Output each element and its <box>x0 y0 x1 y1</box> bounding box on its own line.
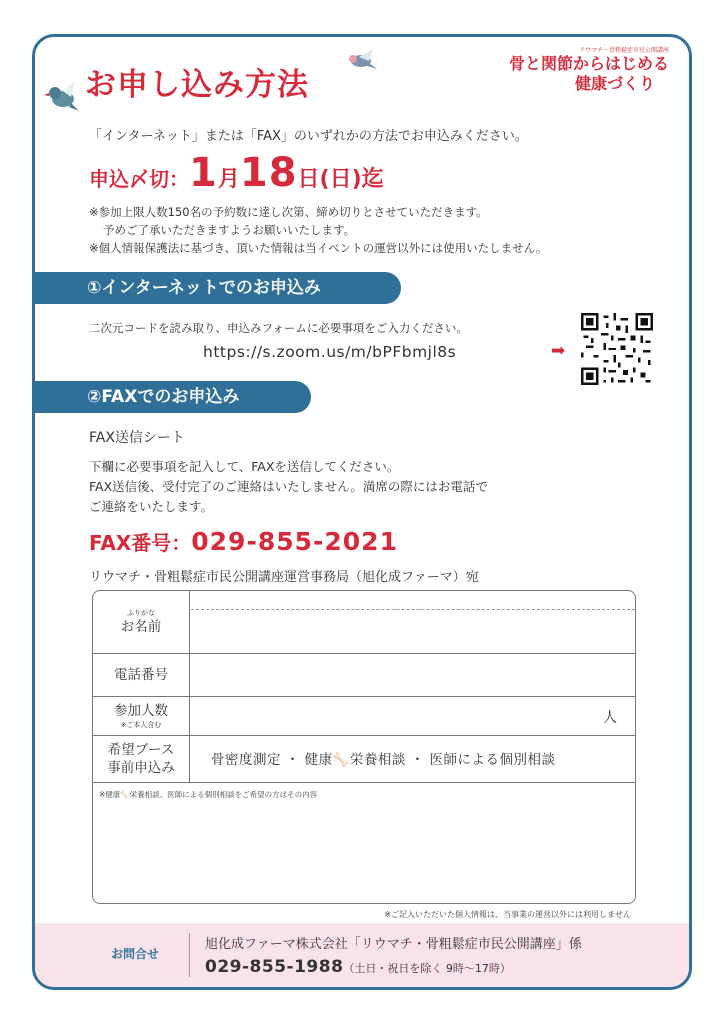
note-privacy: ※個人情報保護法に基づき、頂いた情報は当イベントの運営以外には使用いたしません。 <box>89 241 548 255</box>
contact-phone-block <box>205 957 511 977</box>
booth-options: 骨密度測定 ・ 健康🦴栄養相談 ・ 医師による個別相談 <box>211 752 556 768</box>
form-row-comments[interactable] <box>93 783 635 904</box>
fax-instruction-line: ご連絡をいたします。 <box>89 499 214 514</box>
deadline-label: 申込〆切： <box>89 167 189 191</box>
furigana-divider <box>191 609 635 610</box>
brand-title-line2: 健康づくり <box>574 74 655 93</box>
fax-instruction-line: FAX送信後、受付完了のご連絡はいたしません。満席の際にはお電話で <box>89 479 488 494</box>
fax-number: 029-855-2021 <box>191 527 398 556</box>
application-url[interactable]: https://s.zoom.us/m/bPFbmjl8s <box>203 343 457 361</box>
attendees-label-cell <box>93 697 190 735</box>
note-apology: 予めご了承いただきますようお願いいたします。 <box>103 223 356 237</box>
qr-code[interactable] <box>581 313 653 385</box>
phone-field[interactable] <box>191 654 635 696</box>
attendees-unit: 人 <box>603 710 617 726</box>
booth-label-cell <box>93 736 190 782</box>
bird-illustration-left <box>41 77 81 117</box>
consultation-note: ※健康🦴栄養相談、医師による個別相談をご希望の方はその内容 <box>99 790 318 799</box>
deadline-month: 1 <box>189 150 218 196</box>
deadline-weekday: (日) <box>319 167 362 192</box>
page-frame <box>32 34 692 990</box>
brand-title-line1: 骨と関節からはじめる <box>508 54 669 73</box>
fax-number-block <box>89 527 398 556</box>
deadline-suffix: 迄 <box>361 167 384 192</box>
attendees-field[interactable] <box>191 697 635 735</box>
privacy-note: ※ご記入いただいた個人情報は、当事業の運営以外には利用しません <box>384 910 631 919</box>
form-row-attendees <box>93 697 635 736</box>
deadline <box>89 150 384 196</box>
contact-phone[interactable]: 029-855-1988 <box>205 957 344 977</box>
contact-footer <box>35 923 689 987</box>
deadline-day-unit: 日 <box>297 167 320 192</box>
form-row-phone <box>93 654 635 697</box>
phone-label: 電話番号 <box>114 667 168 683</box>
arrow-right-icon: ➡ <box>551 341 566 361</box>
contact-hours: （土日・祝日を除く 9時～17時） <box>343 962 511 975</box>
fax-instruction-line: 下欄に必要事項を記入して、FAXを送信してください。 <box>89 459 400 474</box>
furigana-label: ふりがな <box>127 609 155 617</box>
attendees-note: ※ご本人含む <box>120 721 162 729</box>
phone-label-cell <box>93 654 190 696</box>
note-capacity: ※参加上限人数150名の予約数に達し次第、締め切りとさせていただきます。 <box>89 205 488 219</box>
event-brand <box>509 45 669 94</box>
bird-illustration-top <box>343 47 379 73</box>
brand-series-name: リウマチ・骨粗鬆症市民公開講座 <box>578 47 669 54</box>
contact-company: 旭化成ファーマ株式会社「リウマチ・骨粗鬆症市民公開講座」係 <box>205 937 582 952</box>
form-row-name <box>93 591 635 654</box>
notes <box>89 203 547 257</box>
fax-form <box>92 590 636 904</box>
fax-number-label: FAX番号： <box>89 531 192 555</box>
booth-options-field[interactable] <box>191 736 635 782</box>
form-row-booth <box>93 736 635 783</box>
internet-section-heading: ①インターネットでのお申込み <box>35 272 401 304</box>
page-title: お申し込み方法 <box>85 67 309 103</box>
deadline-day: 18 <box>239 150 298 196</box>
fax-instructions <box>89 457 488 517</box>
name-label-cell <box>93 591 190 653</box>
footer-divider <box>189 933 190 977</box>
intro-text: 「インターネット」または「FAX」のいずれかの方法でお申込みください。 <box>89 129 528 144</box>
fax-addressee: リウマチ・骨粗鬆症市民公開講座運営事務局（旭化成ファーマ）宛 <box>89 570 479 585</box>
fax-section-heading: ②FAXでのお申込み <box>35 381 311 413</box>
booth-label-line2: 事前申込み <box>107 760 175 776</box>
name-field[interactable] <box>191 591 635 653</box>
name-label: お名前 <box>120 619 162 635</box>
fax-sheet-title: FAX送信シート <box>89 430 185 446</box>
booth-label-line1: 希望ブース <box>107 742 175 758</box>
qr-instructions: 二次元コードを読み取り、申込みフォームに必要事項をご入力ください。 <box>89 321 468 335</box>
attendees-label: 参加人数 <box>114 703 168 719</box>
deadline-month-unit: 月 <box>217 167 240 192</box>
contact-label: お問合せ <box>111 947 160 961</box>
